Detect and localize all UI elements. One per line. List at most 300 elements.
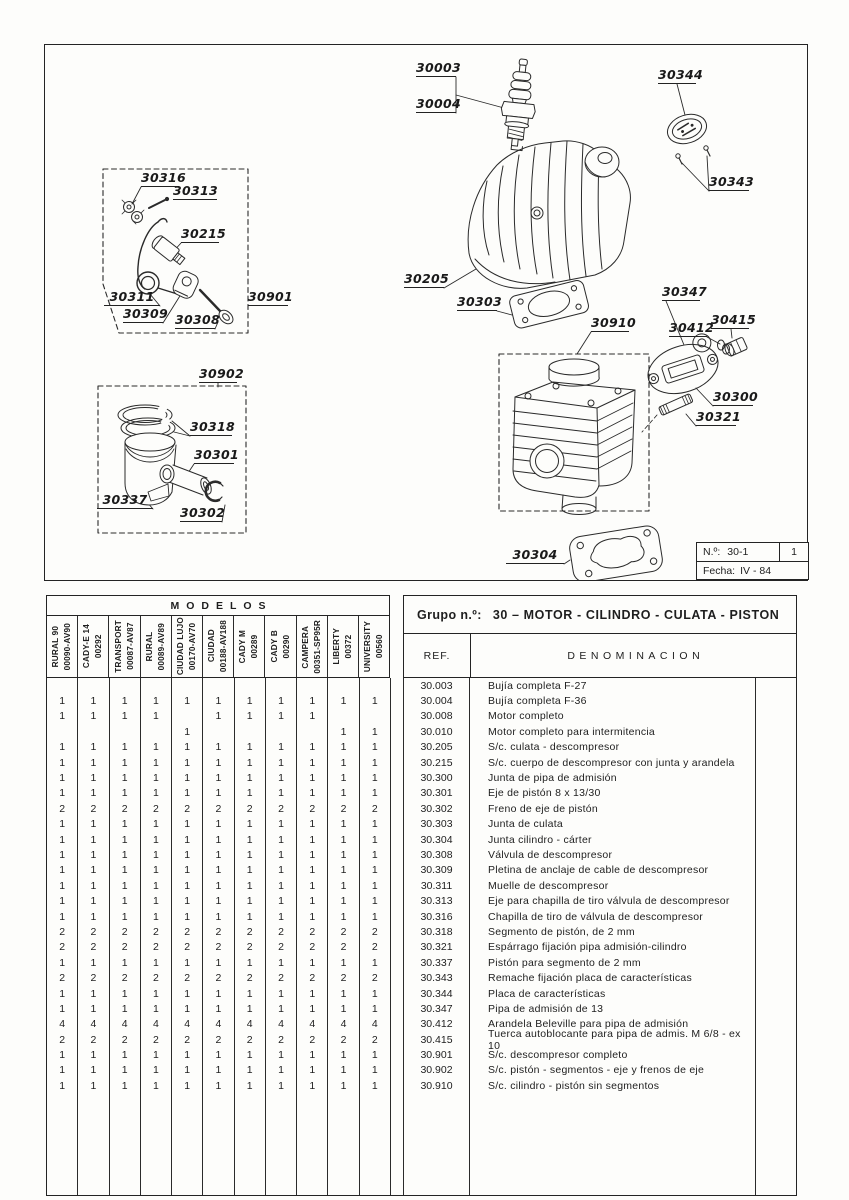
qty-cell: 1 <box>235 986 266 1001</box>
quantity-block <box>47 1063 391 1078</box>
qty-cell: 1 <box>141 1001 172 1016</box>
quantity-block <box>47 863 391 878</box>
table-row <box>47 986 796 1001</box>
diagram-part-label: 30308 <box>175 312 220 327</box>
notes-cell <box>756 893 796 908</box>
qty-cell: 4 <box>266 1017 297 1032</box>
notes-cell <box>756 1017 796 1032</box>
table-row <box>47 709 796 724</box>
qty-cell: 1 <box>203 986 234 1001</box>
qty-cell: 1 <box>141 693 172 708</box>
ref-cell: 30.321 <box>404 940 470 955</box>
qty-cell: 1 <box>172 893 203 908</box>
qty-cell: 1 <box>47 986 78 1001</box>
qty-cell <box>266 678 297 693</box>
qty-cell: 4 <box>297 1017 328 1032</box>
models-title: MODELOS <box>47 596 389 616</box>
ref-cell: 30.316 <box>404 909 470 924</box>
sheet-date-label: Fecha: <box>703 564 736 577</box>
quantity-block <box>47 817 391 832</box>
qty-cell: 4 <box>141 1017 172 1032</box>
table-row <box>47 893 796 908</box>
table-row <box>47 863 796 878</box>
model-column-header <box>328 616 359 677</box>
qty-cell: 1 <box>371 725 378 738</box>
denomination-cell: Remache fijación placa de características <box>470 970 756 985</box>
column-gap <box>391 740 404 755</box>
qty-cell: 1 <box>203 770 234 785</box>
quantity-block <box>47 724 391 739</box>
qty-cell: 1 <box>203 847 234 862</box>
notes-cell <box>756 909 796 924</box>
denomination-cell: Pipa de admisión de 13 <box>470 1001 756 1016</box>
quantity-block <box>47 755 391 770</box>
qty-cell: 1 <box>110 770 141 785</box>
model-column-header <box>141 616 172 677</box>
qty-cell: 1 <box>297 1001 328 1016</box>
qty-cell: 1 <box>266 1078 297 1093</box>
quantity-block <box>47 1032 391 1047</box>
column-gap <box>391 770 404 785</box>
qty-cell: 1 <box>78 878 109 893</box>
model-column-header <box>78 616 109 677</box>
qty-cell: 1 <box>47 878 78 893</box>
diagram-part-label: 30311 <box>104 290 160 306</box>
denomination-cell: Freno de eje de pistón <box>470 801 756 816</box>
qty-cell: 1 <box>110 709 141 724</box>
quantity-block <box>47 693 391 708</box>
model-name-and-code: LIBERTY 00372 <box>331 628 353 665</box>
qty-cell: 1 <box>203 832 234 847</box>
qty-cell: 2 <box>141 924 172 939</box>
qty-cell: 1 <box>297 709 328 724</box>
quantity-block <box>47 740 391 755</box>
ref-cell: 30.308 <box>404 847 470 862</box>
qty-cell: 1 <box>266 893 297 908</box>
table-row <box>47 847 796 862</box>
qty-cell: 1 <box>78 1001 109 1016</box>
diagram-part-label: 30313 <box>173 183 218 198</box>
qty-cell: 2 <box>172 801 203 816</box>
anchor-plate-drawing <box>171 269 201 301</box>
qty-cell: 1 <box>203 893 234 908</box>
qty-cell: 4 <box>172 1017 203 1032</box>
notes-cell <box>756 970 796 985</box>
qty-cell: 1 <box>328 1001 359 1016</box>
qty-cell: 1 <box>141 817 172 832</box>
qty-cell: 1 <box>141 893 172 908</box>
qty-cell: 4 <box>203 1017 234 1032</box>
denomination-cell: Muelle de descompresor <box>470 878 756 893</box>
qty-cell: 1 <box>297 955 328 970</box>
ref-cell: 30.215 <box>404 755 470 770</box>
notes-cell <box>756 693 796 708</box>
table-row <box>47 924 796 939</box>
qty-cell: 1 <box>47 755 78 770</box>
id-plate-drawing <box>664 110 711 149</box>
qty-cell: 1 <box>172 863 203 878</box>
ref-cell: 30.910 <box>404 1078 470 1093</box>
qty-cell: 1 <box>203 693 234 708</box>
qty-cell: 2 <box>141 1032 172 1047</box>
qty-cell: 1 <box>297 986 328 1001</box>
denomination-cell: S/c. cuerpo de descompresor con junta y arandela <box>470 755 756 770</box>
qty-cell: 1 <box>371 895 378 908</box>
qty-cell: 1 <box>47 893 78 908</box>
diagram-part-label: 30321 <box>696 409 741 424</box>
qty-cell: 2 <box>297 924 328 939</box>
qty-cell: 1 <box>328 832 359 847</box>
qty-cell: 1 <box>328 878 359 893</box>
column-gap <box>391 1063 404 1078</box>
notes-cell <box>756 817 796 832</box>
notes-cell <box>756 1047 796 1062</box>
qty-cell: 1 <box>371 772 378 785</box>
qty-cell: 1 <box>110 786 141 801</box>
denomination-cell: Segmento de pistón, de 2 mm <box>470 924 756 939</box>
model-column-headers <box>47 616 389 677</box>
ref-cell: 30.302 <box>404 801 470 816</box>
model-name-and-code: CIUDAD LUJO 00170-AV70 <box>175 617 197 676</box>
ref-cell: 30.003 <box>404 678 470 693</box>
qty-cell: 1 <box>78 693 109 708</box>
stud-drawing <box>658 394 693 416</box>
qty-cell <box>172 678 203 693</box>
qty-cell: 1 <box>172 1001 203 1016</box>
qty-cell: 1 <box>371 864 378 877</box>
diagram-part-label: 30304 <box>506 548 564 564</box>
ref-cell: 30.901 <box>404 1047 470 1062</box>
qty-cell: 1 <box>371 818 378 831</box>
qty-cell: 1 <box>141 909 172 924</box>
qty-cell: 1 <box>297 693 328 708</box>
qty-cell: 1 <box>141 755 172 770</box>
qty-cell: 1 <box>172 786 203 801</box>
notes-cell <box>756 955 796 970</box>
sheet-number-label: N.º: <box>703 546 721 558</box>
notes-cell <box>756 678 796 693</box>
qty-cell: 1 <box>266 955 297 970</box>
qty-cell <box>172 709 203 724</box>
qty-cell: 1 <box>141 1047 172 1062</box>
qty-cell: 1 <box>78 755 109 770</box>
qty-cell <box>328 678 359 693</box>
qty-cell <box>78 678 109 693</box>
qty-cell: 1 <box>47 1047 78 1062</box>
qty-cell: 1 <box>47 847 78 862</box>
model-column-header <box>297 616 328 677</box>
qty-cell: 1 <box>371 956 378 969</box>
qty-cell: 1 <box>297 740 328 755</box>
table-row <box>47 832 796 847</box>
valve-drawing <box>200 290 221 312</box>
qty-cell: 2 <box>235 940 266 955</box>
notes-cell <box>756 1063 796 1078</box>
column-gap <box>391 1078 404 1093</box>
qty-cell <box>47 724 78 739</box>
model-column-header <box>265 616 296 677</box>
table-row <box>47 817 796 832</box>
qty-cell: 1 <box>203 817 234 832</box>
exploded-diagram-frame <box>44 44 808 581</box>
qty-cell: 1 <box>203 909 234 924</box>
qty-cell: 1 <box>328 724 359 739</box>
model-name-and-code: CADY M 00289 <box>238 629 260 664</box>
ref-cell: 30.205 <box>404 740 470 755</box>
qty-cell: 1 <box>110 863 141 878</box>
table-row <box>47 755 796 770</box>
qty-cell <box>141 678 172 693</box>
qty-cell: 1 <box>297 1047 328 1062</box>
group-title <box>404 596 796 634</box>
qty-cell: 1 <box>328 909 359 924</box>
qty-cell: 1 <box>172 986 203 1001</box>
table-row <box>47 940 796 955</box>
denomination-cell: S/c. culata - descompresor <box>470 740 756 755</box>
qty-cell: 1 <box>78 786 109 801</box>
qty-cell: 2 <box>110 924 141 939</box>
qty-cell: 1 <box>172 755 203 770</box>
parts-table-body <box>46 678 797 1196</box>
column-gap <box>391 924 404 939</box>
qty-cell: 1 <box>328 1063 359 1078</box>
qty-cell: 2 <box>78 970 109 985</box>
qty-cell: 1 <box>371 910 378 923</box>
qty-cell: 1 <box>78 817 109 832</box>
qty-cell: 1 <box>297 817 328 832</box>
qty-cell: 1 <box>266 1047 297 1062</box>
qty-cell: 2 <box>371 802 378 815</box>
qty-cell: 1 <box>110 878 141 893</box>
qty-cell: 2 <box>172 940 203 955</box>
qty-cell: 1 <box>110 832 141 847</box>
model-column-header <box>203 616 234 677</box>
notes-cell <box>756 863 796 878</box>
parts-table <box>46 595 797 1196</box>
head-gasket-drawing <box>508 279 590 329</box>
qty-cell: 1 <box>78 986 109 1001</box>
qty-cell: 1 <box>47 863 78 878</box>
qty-cell: 1 <box>78 955 109 970</box>
qty-cell: 1 <box>371 1064 378 1077</box>
qty-cell: 4 <box>371 1018 378 1031</box>
model-name-and-code: CAMPERA 00351-SP95R <box>300 619 322 674</box>
qty-cell: 2 <box>235 801 266 816</box>
ref-cell: 30.313 <box>404 893 470 908</box>
rivets-drawing <box>676 146 710 164</box>
qty-cell: 1 <box>110 1078 141 1093</box>
qty-cell: 1 <box>297 893 328 908</box>
qty-cell: 2 <box>328 924 359 939</box>
notes-cell <box>756 801 796 816</box>
diagram-part-label: 30003 <box>416 60 461 75</box>
qty-cell: 1 <box>266 709 297 724</box>
qty-cell: 1 <box>235 755 266 770</box>
diagram-part-label: 30344 <box>658 67 703 82</box>
qty-cell: 1 <box>172 1047 203 1062</box>
qty-cell: 1 <box>78 847 109 862</box>
qty-cell: 1 <box>235 832 266 847</box>
denomination-cell: Junta de pipa de admisión <box>470 770 756 785</box>
column-gap <box>391 955 404 970</box>
qty-cell: 2 <box>235 970 266 985</box>
table-row <box>47 878 796 893</box>
column-gap <box>391 832 404 847</box>
qty-cell: 1 <box>203 1047 234 1062</box>
qty-cell: 1 <box>328 755 359 770</box>
quantity-block <box>47 1001 391 1016</box>
ref-cell: 30.347 <box>404 1001 470 1016</box>
qty-cell: 2 <box>328 801 359 816</box>
diagram-part-label: 30309 <box>123 306 168 321</box>
qty-cell: 2 <box>78 924 109 939</box>
quantity-block <box>47 1094 391 1195</box>
qty-cell: 1 <box>110 893 141 908</box>
sheet-number-row <box>697 543 808 562</box>
qty-cell: 1 <box>235 693 266 708</box>
notes-cell <box>756 832 796 847</box>
qty-cell: 2 <box>110 1032 141 1047</box>
qty-cell: 1 <box>297 847 328 862</box>
denomination-cell: Válvula de descompresor <box>470 847 756 862</box>
quantity-block <box>47 970 391 985</box>
table-row <box>47 970 796 985</box>
qty-cell: 1 <box>203 786 234 801</box>
notes-cell <box>756 1001 796 1016</box>
qty-cell: 1 <box>110 1001 141 1016</box>
qty-cell: 1 <box>47 709 78 724</box>
ref-cell: 30.311 <box>404 878 470 893</box>
qty-cell: 1 <box>172 832 203 847</box>
notes-cell <box>756 1078 796 1093</box>
cylinder-head-drawing <box>468 141 630 289</box>
table-row <box>47 1063 796 1078</box>
denomination-cell: Arandela Beleville para pipa de admisión <box>470 1017 756 1032</box>
sheet-number-value: 30-1 <box>727 546 749 558</box>
model-column-header <box>47 616 78 677</box>
diagram-part-label: 30300 <box>713 389 758 404</box>
qty-cell: 1 <box>47 1078 78 1093</box>
diagram-part-label: 30343 <box>709 174 754 189</box>
qty-cell: 1 <box>203 709 234 724</box>
diagram-part-label: 30316 <box>141 170 186 185</box>
group-header-box <box>403 595 797 678</box>
group-value: 30 – MOTOR - CILINDRO - CULATA - PISTON <box>492 607 780 622</box>
qty-cell: 1 <box>235 740 266 755</box>
qty-cell <box>141 1094 172 1195</box>
qty-cell: 1 <box>78 893 109 908</box>
diagram-part-label: 30301 <box>194 447 239 462</box>
ref-cell: 30.301 <box>404 786 470 801</box>
qty-cell <box>328 1094 359 1195</box>
column-gap <box>391 1094 404 1195</box>
diagram-part-label: 30347 <box>662 284 707 299</box>
qty-cell: 2 <box>110 970 141 985</box>
qty-cell: 1 <box>141 863 172 878</box>
denomination-cell: Junta de culata <box>470 817 756 832</box>
qty-cell: 1 <box>297 770 328 785</box>
qty-cell: 1 <box>110 909 141 924</box>
column-gap <box>391 863 404 878</box>
column-gap <box>391 786 404 801</box>
model-name-and-code: TRANSPORT 00087-AV87 <box>113 620 135 673</box>
ref-cell: 30.309 <box>404 863 470 878</box>
column-gap <box>391 1001 404 1016</box>
table-row <box>47 724 796 739</box>
qty-cell <box>47 678 78 693</box>
qty-cell: 2 <box>266 940 297 955</box>
qty-cell: 1 <box>328 693 359 708</box>
qty-cell: 1 <box>78 740 109 755</box>
models-header-box <box>46 595 390 678</box>
table-row <box>47 1078 796 1093</box>
table-row <box>47 909 796 924</box>
qty-cell: 1 <box>78 863 109 878</box>
model-column-header <box>109 616 140 677</box>
qty-cell: 1 <box>110 693 141 708</box>
model-name-and-code: CIUDAD 00188-AV188 <box>207 620 229 673</box>
qty-cell: 1 <box>110 1063 141 1078</box>
denomination-cell: Motor completo <box>470 709 756 724</box>
qty-cell: 1 <box>141 709 172 724</box>
qty-cell: 1 <box>141 786 172 801</box>
qty-cell: 1 <box>110 817 141 832</box>
column-gap <box>391 678 404 693</box>
qty-cell: 1 <box>47 1063 78 1078</box>
qty-cell: 1 <box>371 1002 378 1015</box>
qty-cell: 1 <box>47 770 78 785</box>
column-gap <box>391 1017 404 1032</box>
base-gasket-drawing <box>568 524 664 580</box>
qty-cell: 2 <box>297 940 328 955</box>
qty-cell: 1 <box>172 878 203 893</box>
qty-cell: 1 <box>328 817 359 832</box>
qty-cell <box>172 1094 203 1195</box>
qty-cell: 1 <box>371 741 378 754</box>
denomination-cell: Pletina de anclaje de cable de descompresor <box>470 863 756 878</box>
qty-cell: 2 <box>297 801 328 816</box>
qty-cell <box>360 709 390 724</box>
quantity-block <box>47 878 391 893</box>
qty-cell: 1 <box>141 986 172 1001</box>
qty-cell: 2 <box>47 1032 78 1047</box>
qty-cell: 1 <box>371 1079 378 1092</box>
qty-cell: 1 <box>328 863 359 878</box>
qty-cell: 2 <box>266 924 297 939</box>
qty-cell: 2 <box>172 970 203 985</box>
qty-cell: 1 <box>266 878 297 893</box>
ref-cell <box>404 1094 470 1195</box>
column-gap <box>391 893 404 908</box>
qty-cell <box>235 678 266 693</box>
quantity-block <box>47 786 391 801</box>
qty-cell: 1 <box>141 847 172 862</box>
qty-cell: 2 <box>47 940 78 955</box>
qty-cell: 1 <box>78 909 109 924</box>
denomination-cell: Eje de pistón 8 x 13/30 <box>470 786 756 801</box>
qty-cell: 1 <box>266 986 297 1001</box>
qty-cell: 1 <box>266 863 297 878</box>
column-gap <box>391 986 404 1001</box>
column-gap <box>391 1032 404 1047</box>
qty-cell: 1 <box>371 987 378 1000</box>
denomination-cell: Bujía completa F-36 <box>470 693 756 708</box>
diagram-part-label: 30902 <box>199 366 244 381</box>
qty-cell: 2 <box>203 940 234 955</box>
qty-cell: 1 <box>141 1078 172 1093</box>
qty-cell: 1 <box>172 724 203 739</box>
quantity-block <box>47 909 391 924</box>
